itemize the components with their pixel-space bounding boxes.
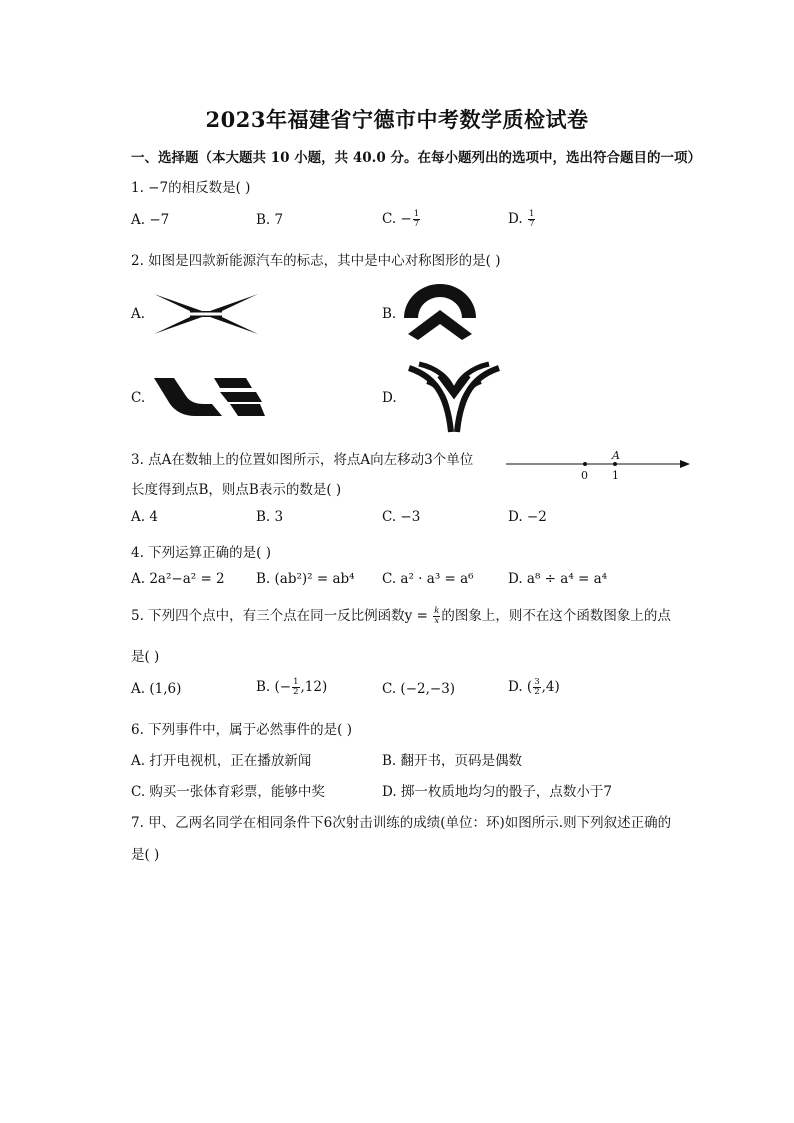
q1-option-b[interactable]: B. 7 (256, 212, 284, 228)
q1-option-c-fraction (413, 210, 420, 229)
q3-line2: 长度得到点B，则点B表示的数是( ) (131, 482, 342, 498)
q1-d-den: 7 (528, 219, 535, 229)
q5-b-fraction (292, 678, 299, 697)
q5-line2: 是( ) (131, 649, 160, 665)
q3-line1: 3. 点A在数轴上的位置如图所示，将点A向左移动3个单位 (131, 452, 474, 468)
q1-d-num: 1 (528, 209, 535, 219)
q1-option-a[interactable]: A. −7 (131, 212, 170, 228)
q7-line2: 是( ) (131, 847, 160, 863)
q4-option-d[interactable]: D. a⁸ ÷ a⁴ = a⁴ (508, 571, 608, 587)
q1-option-d[interactable] (508, 210, 536, 229)
q4-option-a[interactable]: A. 2a²−a² = 2 (131, 571, 225, 587)
q7-line1: 7. 甲、乙两名同学在相同条件下6次射击训练的成绩(单位：环)如图所示.则下列叙述正确的 (131, 815, 672, 831)
q6-option-d[interactable]: D. 掷一枚质地均匀的骰子，点数小于7 (382, 784, 613, 800)
q5-d-fraction (533, 678, 540, 697)
q5-option-d[interactable] (508, 678, 560, 697)
number-line-tick-1: 1 (612, 469, 619, 482)
q2-option-b[interactable]: B. (382, 306, 397, 322)
q6-stem: 6. 下列事件中，属于必然事件的是( ) (131, 722, 352, 738)
q1-stem: 1. −7的相反数是( ) (131, 180, 251, 196)
page-title: 2023年福建省宁德市中考数学质检试卷 (205, 107, 589, 132)
q1-c-num: 1 (413, 209, 420, 219)
q5-d-num: 3 (534, 677, 540, 687)
q3-option-a[interactable]: A. 4 (131, 509, 158, 525)
q6-option-a[interactable]: A. 打开电视机，正在播放新闻 (131, 753, 312, 769)
q5-k: k (434, 606, 440, 616)
q5-b-pre: B. (− (256, 679, 292, 695)
q1-option-c[interactable] (382, 210, 421, 229)
logo-b-icon (400, 282, 480, 348)
q1-option-d-fraction (528, 210, 535, 229)
number-line (504, 448, 694, 484)
q1-option-c-prefix: C. − (382, 211, 412, 227)
q1-c-den: 7 (413, 219, 420, 229)
q5-line1-post: 的图象上，则不在这个函数图象上的点 (441, 608, 671, 624)
q5-d-post: ,4) (541, 679, 560, 695)
q6-option-c[interactable]: C. 购买一张体育彩票，能够中奖 (131, 784, 325, 800)
q5-d-den: 2 (534, 687, 540, 697)
number-line-tick-0: 0 (581, 469, 588, 482)
q2-option-c[interactable]: C. (131, 390, 146, 406)
q5-line1-pre: 5. 下列四个点中，有三个点在同一反比例函数y = (131, 608, 433, 624)
q2-option-d[interactable]: D. (382, 390, 397, 406)
q4-stem: 4. 下列运算正确的是( ) (131, 545, 271, 561)
q5-function-fraction (433, 607, 440, 626)
q5-b-post: ,12) (300, 679, 328, 695)
section-heading: 一、选择题（本大题共 10 小题，共 40.0 分。在每小题列出的选项中，选出符合题目的一项） (131, 150, 701, 166)
q4-option-b[interactable]: B. (ab²)² = ab⁴ (256, 571, 355, 587)
q4-option-c[interactable]: C. a² · a³ = a⁶ (382, 571, 474, 587)
q3-option-c[interactable]: C. −3 (382, 509, 421, 525)
q5-b-num: 1 (293, 677, 299, 687)
q5-option-a[interactable]: A. (1,6) (131, 681, 182, 697)
q1-option-d-prefix: D. (508, 211, 527, 227)
logo-c-icon (152, 376, 266, 418)
q3-option-b[interactable]: B. 3 (256, 509, 284, 525)
q5-x: x (434, 616, 440, 626)
q6-option-b[interactable]: B. 翻开书，页码是偶数 (382, 753, 523, 769)
number-line-point-label: A (612, 449, 620, 462)
q5-line1 (131, 604, 671, 626)
q5-option-c[interactable]: C. (−2,−3) (382, 681, 456, 697)
q3-option-d[interactable]: D. −2 (508, 509, 547, 525)
q5-option-b[interactable] (256, 678, 327, 697)
logo-a-icon (152, 292, 260, 336)
q5-b-den: 2 (293, 687, 299, 697)
q5-d-pre: D. ( (508, 679, 533, 695)
q2-stem: 2. 如图是四款新能源汽车的标志，其中是中心对称图形的是( ) (131, 253, 501, 269)
q2-option-a[interactable]: A. (131, 306, 146, 322)
logo-d-icon (405, 362, 503, 434)
